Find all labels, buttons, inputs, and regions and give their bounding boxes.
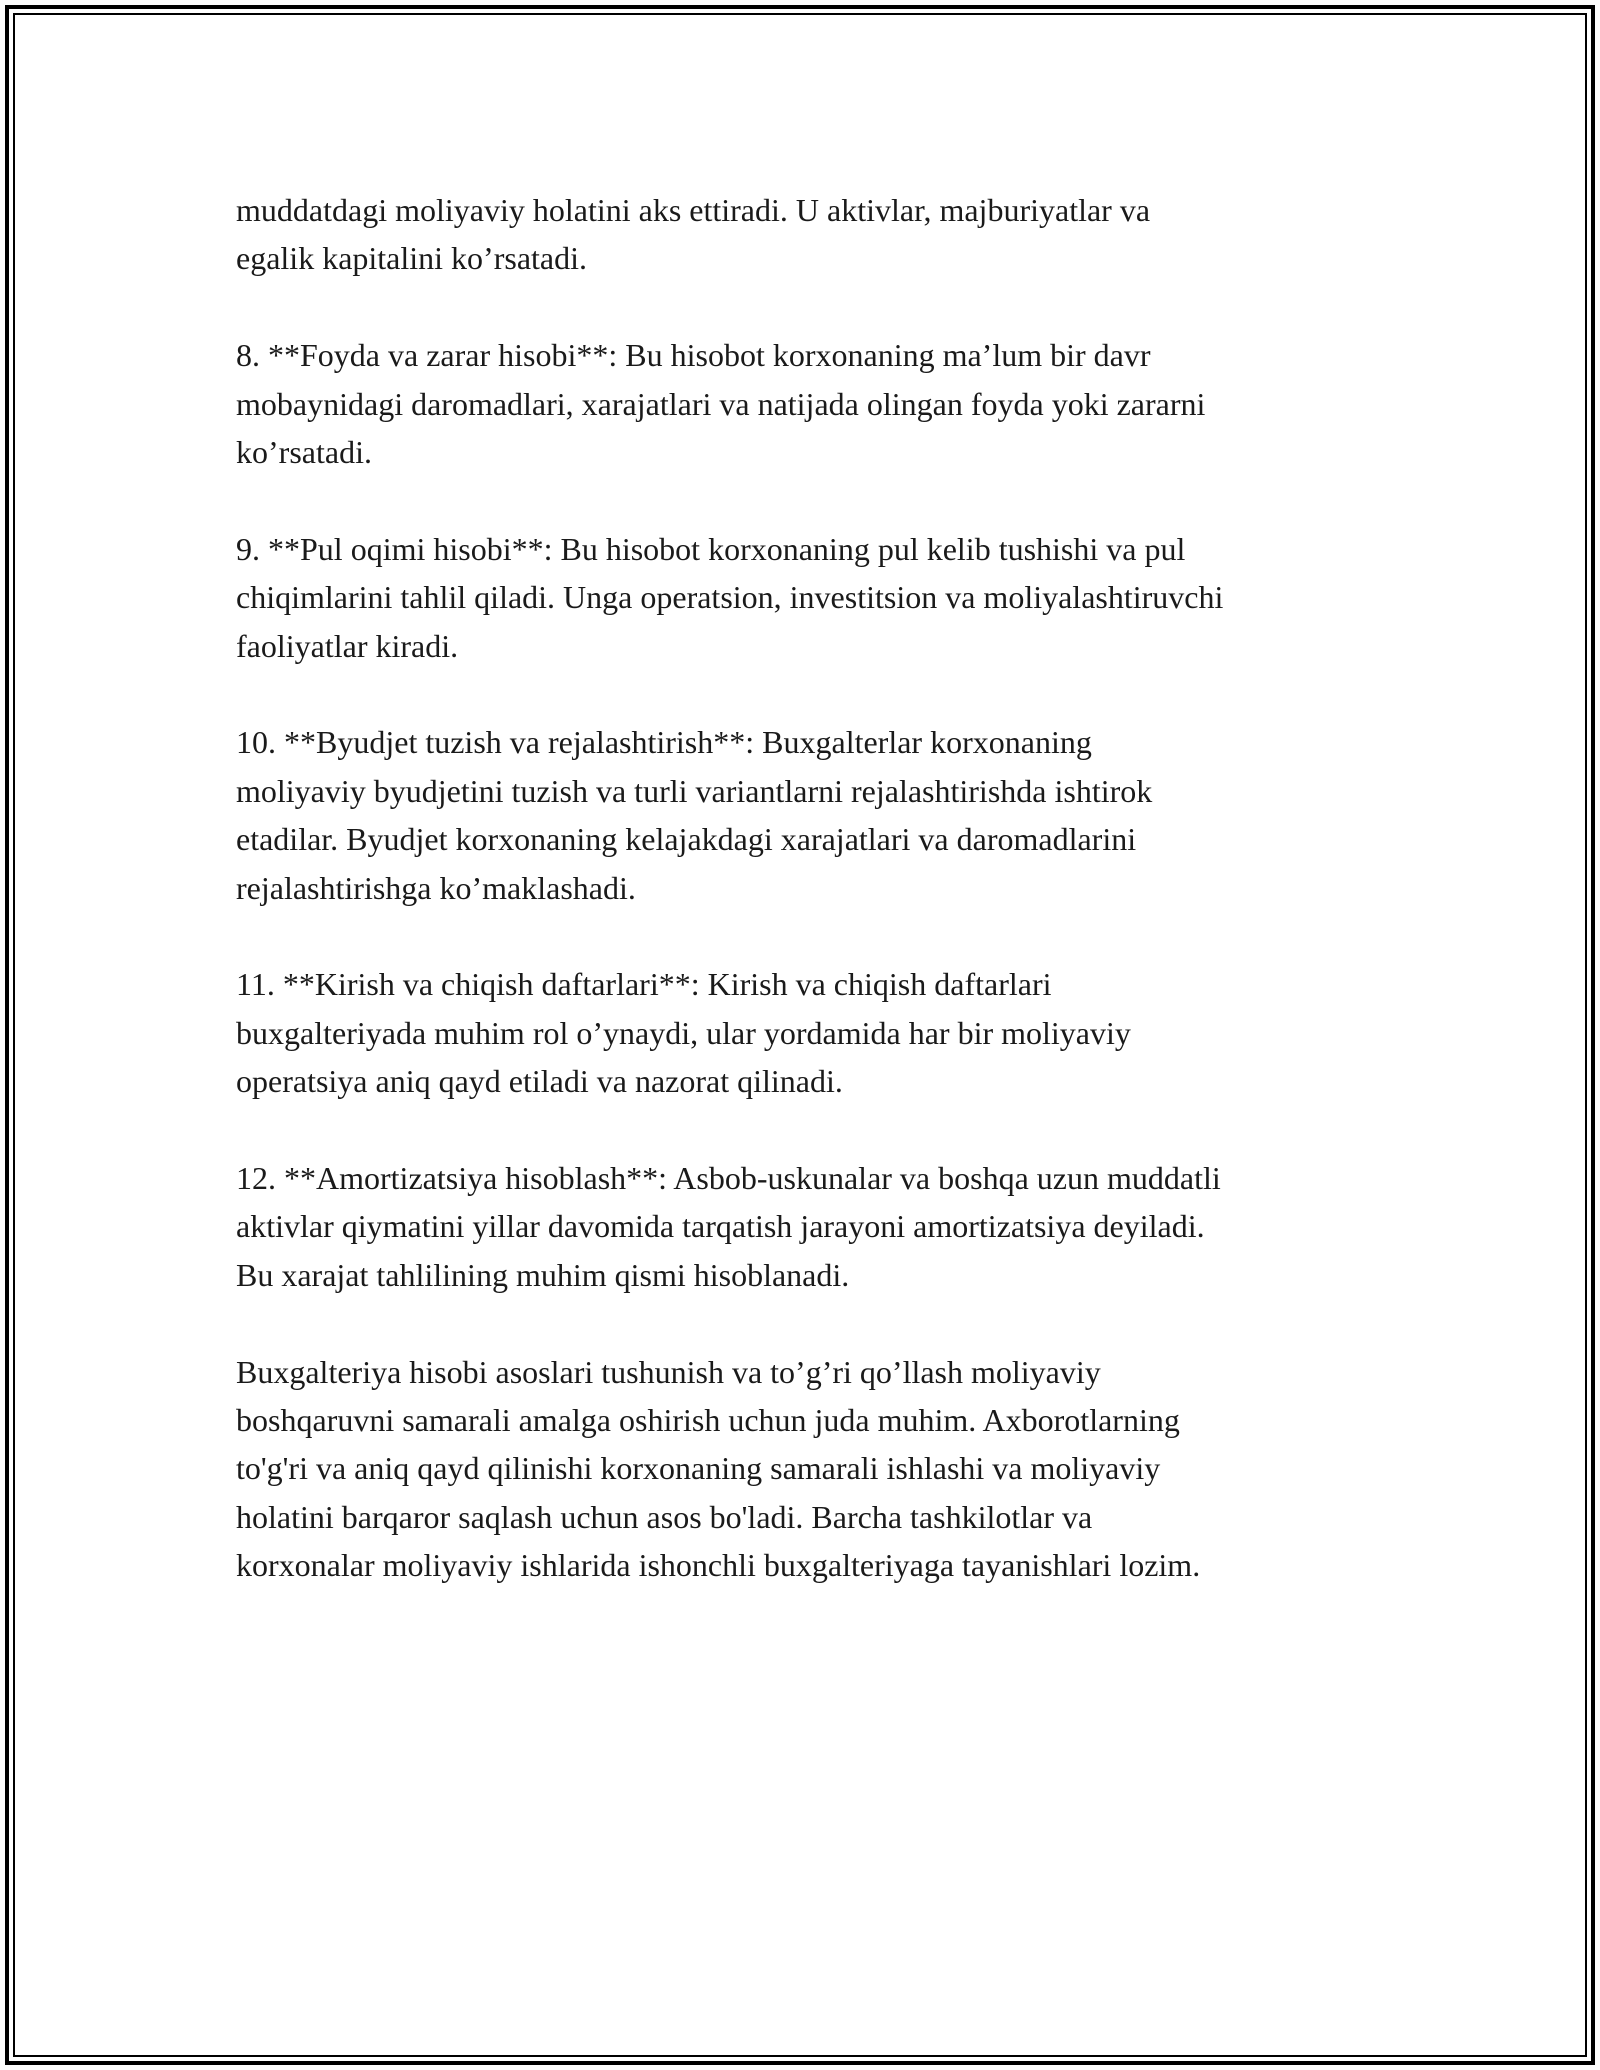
- text-line: Buxgalteriya hisobi asoslari tushunish va to’g’ri qo’llash moliyaviy: [236, 1353, 1101, 1390]
- text-line: 8. **Foyda va zarar hisobi**: Bu hisobot korxonaning ma’lum bir davr: [236, 337, 1151, 374]
- text-line: mobaynidagi daromadlari, xarajatlari va natijada olingan foyda yoki zararni: [236, 385, 1206, 422]
- text-line: 9. **Pul oqimi hisobi**: Bu hisobot korxonaning pul kelib tushishi va pul: [236, 530, 1186, 567]
- text-line: 10. **Byudjet tuzish va rejalashtirish**: Buxgalterlar korxonaning: [236, 724, 1092, 761]
- list-item-8-profit-loss: [236, 331, 1386, 476]
- text-line: buxgalteriyada muhim rol o’ynaydi, ular yordamida har bir moliyaviy: [236, 1014, 1131, 1051]
- text-line: holatini barqaror saqlash uchun asos bo'ladi. Barcha tashkilotlar va: [236, 1498, 1093, 1535]
- text-line: egalik kapitalini ko’rsatadi.: [236, 240, 587, 277]
- text-line: 11. **Kirish va chiqish daftarlari**: Kirish va chiqish daftarlari: [236, 966, 1052, 1003]
- text-line: boshqaruvni samarali amalga oshirish uchun juda muhim. Axborotlarning: [236, 1402, 1180, 1439]
- text-line: rejalashtirishga ko’maklashadi.: [236, 869, 636, 906]
- list-item-9-cash-flow: [236, 525, 1386, 670]
- text-line: muddatdagi moliyaviy holatini aks ettiradi. U aktivlar, majburiyatlar va: [236, 192, 1151, 228]
- text-line: moliyaviy byudjetini tuzish va turli variantlarni rejalashtirishda ishtirok: [236, 772, 1153, 809]
- text-line: to'g'ri va aniq qayd qilinishi korxonaning samarali ishlashi va moliyaviy: [236, 1450, 1161, 1487]
- text-line: Bu xarajat tahlilining muhim qismi hisoblanadi.: [236, 1256, 850, 1293]
- text-line: faoliyatlar kiradi.: [236, 627, 459, 664]
- text-line: operatsiya aniq qayd etiladi va nazorat qilinadi.: [236, 1063, 843, 1100]
- document-body: [236, 186, 1386, 1590]
- text-line: korxonalar moliyaviy ishlarida ishonchli buxgalteriyaga tayanishlari lozim.: [236, 1547, 1201, 1584]
- list-item-11-ledgers: [236, 960, 1386, 1105]
- list-item-10-budgeting: [236, 718, 1386, 912]
- text-line: 12. **Amortizatsiya hisoblash**: Asbob-uskunalar va boshqa uzun muddatli: [236, 1160, 1221, 1197]
- list-item-12-depreciation: [236, 1154, 1386, 1299]
- paragraph-balance-continuation: [236, 186, 1386, 283]
- text-line: etadilar. Byudjet korxonaning kelajakdagi xarajatlari va daromadlarini: [236, 821, 1137, 858]
- text-line: ko’rsatadi.: [236, 434, 372, 471]
- paragraph-conclusion: [236, 1348, 1386, 1590]
- text-line: chiqimlarini tahlil qiladi. Unga operatsion, investitsion va moliyalashtiruvchi: [236, 579, 1224, 616]
- text-line: aktivlar qiymatini yillar davomida tarqatish jarayoni amortizatsiya deyiladi.: [236, 1208, 1205, 1245]
